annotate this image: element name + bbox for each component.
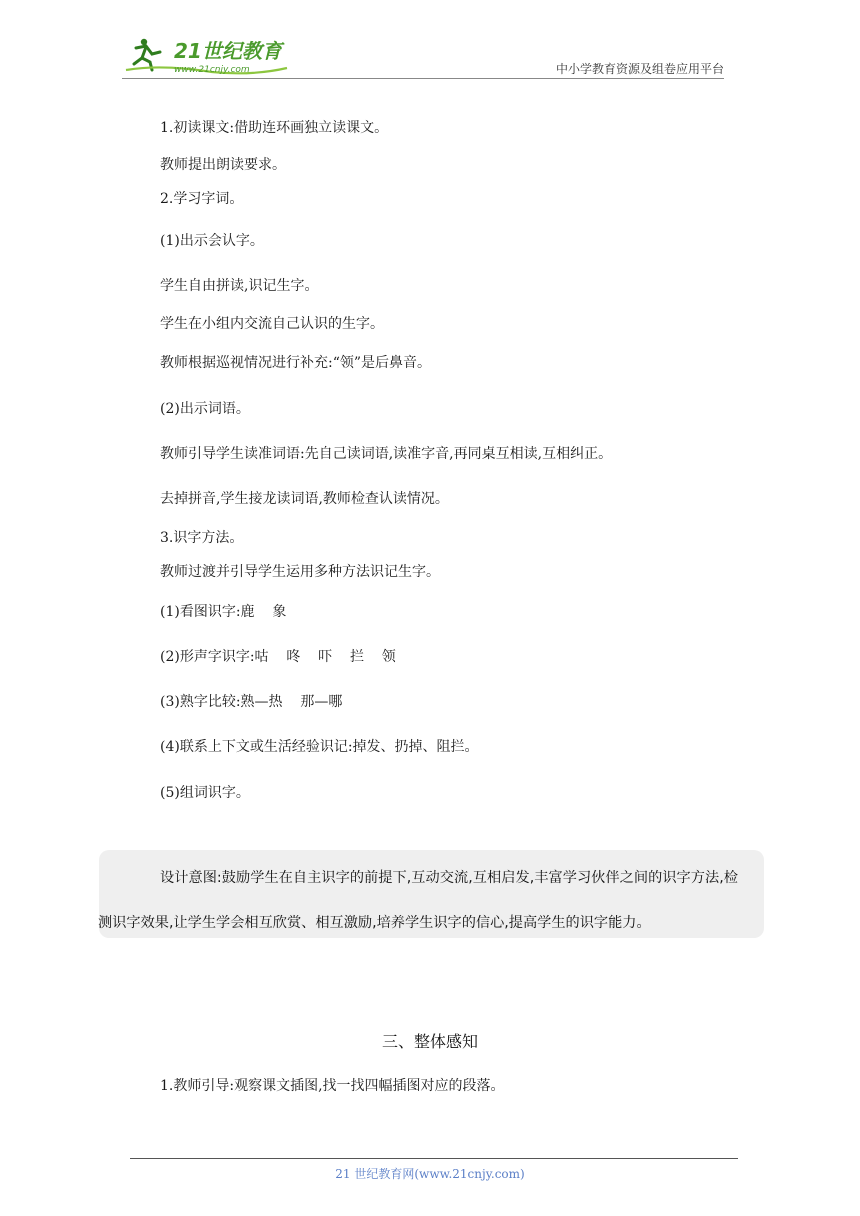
footer-divider (130, 1158, 738, 1159)
header-divider (122, 78, 724, 79)
method-item: (3)熟字比较:熟—热 那—哪 (160, 694, 343, 710)
site-logo[interactable] (122, 34, 292, 78)
logo-graphic (122, 34, 292, 78)
paragraph: 学生自由拼读,识记生字。 (160, 278, 319, 294)
page-header (0, 0, 860, 80)
design-intent-text: 设计意图:鼓励学生在自主识字的前提下,互动交流,互相启发,丰富学习伙伴之间的识字方法,检测识字效果,让学生学会相互欣赏、相互激励,培养学生识字的信心,提高学生的识字能力。 (98, 870, 738, 931)
sub-heading: (2)出示词语。 (160, 401, 250, 417)
paragraph: 教师过渡并引导学生运用多种方法识记生字。 (160, 564, 440, 580)
paragraph: 教师引导学生读准词语:先自己读词语,读准字音,再同桌互相读,互相纠正。 (160, 446, 613, 462)
platform-name: 中小学教育资源及组卷应用平台 (555, 62, 724, 76)
method-item: (2)形声字识字:咕 咚 吓 拦 领 (160, 649, 396, 665)
step-3-heading: 3.识字方法。 (160, 530, 244, 546)
step-2-heading: 2.学习字词。 (160, 191, 244, 207)
footer-link[interactable]: 21 世纪教育网(www.21cnjy.com) (335, 1167, 525, 1181)
method-item: (5)组词识字。 (160, 785, 250, 801)
section-title: 三、整体感知 (381, 1032, 478, 1051)
method-item: (4)联系上下文或生活经验识记:掉发、扔掉、阻拦。 (160, 739, 479, 755)
paragraph: 教师提出朗读要求。 (160, 157, 286, 173)
logo-text: 21世纪教育 (174, 39, 282, 63)
logo-url: www.21cnjy.com (174, 65, 250, 75)
step-1-heading: 1.初读课文:借助连环画独立读课文。 (160, 120, 389, 136)
sub-heading: (1)出示会认字。 (160, 233, 264, 249)
paragraph: 1.教师引导:观察课文插图,找一找四幅插图对应的段落。 (160, 1078, 505, 1094)
paragraph: 教师根据巡视情况进行补充:“领”是后鼻音。 (160, 355, 432, 371)
method-item: (1)看图识字:鹿 象 (160, 604, 287, 620)
paragraph: 去掉拼音,学生接龙读词语,教师检查认读情况。 (160, 491, 449, 507)
paragraph: 学生在小组内交流自己认识的生字。 (160, 316, 384, 332)
